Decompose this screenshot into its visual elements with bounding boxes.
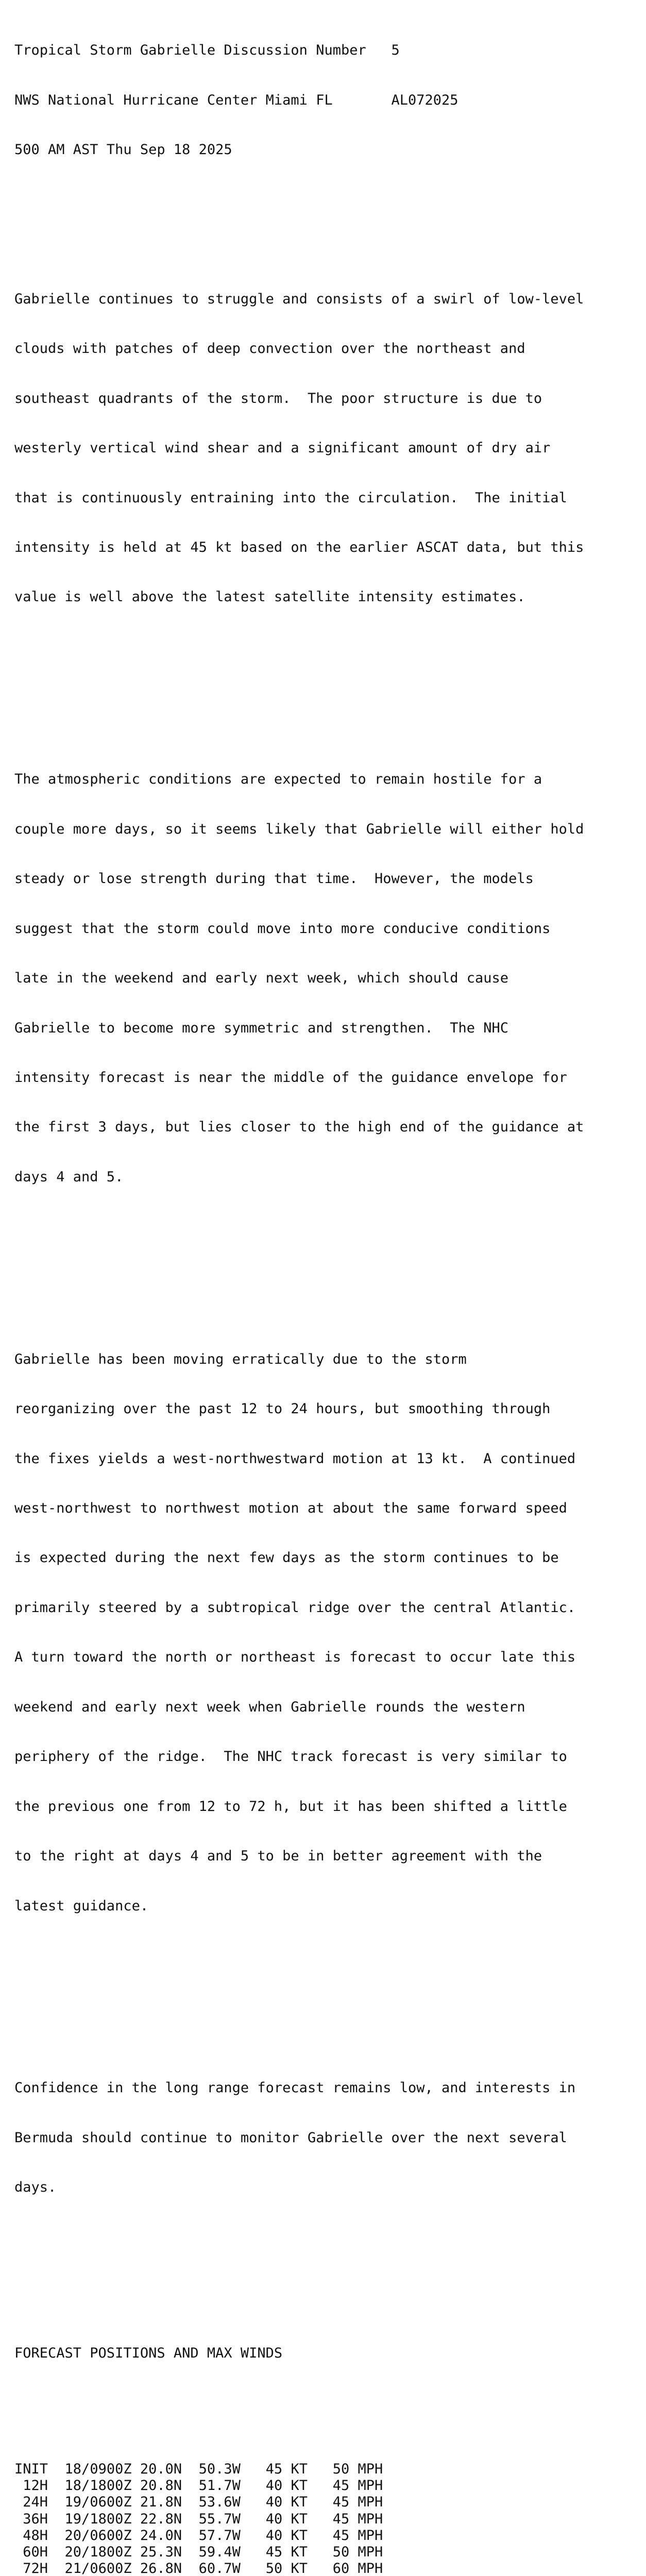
paragraph-line: Gabrielle continues to struggle and consists of a swirl of low-level bbox=[14, 291, 584, 307]
forecast-latitude: 24.0N bbox=[140, 2527, 182, 2544]
paragraph-line: steady or lose strength during that time. However, the models bbox=[14, 871, 534, 887]
paragraph-line: days. bbox=[14, 2179, 57, 2196]
forecast-time: 19/0600Z bbox=[64, 2494, 132, 2511]
forecast-longitude: 57.7W bbox=[198, 2527, 241, 2544]
spacer bbox=[14, 2262, 584, 2295]
discussion-paragraph bbox=[14, 738, 584, 1219]
header-title-line: Tropical Storm Gabrielle Discussion Number 5 bbox=[14, 42, 400, 59]
forecast-hour: INIT bbox=[14, 2461, 48, 2478]
paragraph-line: primarily steered by a subtropical ridge over the central Atlantic. bbox=[14, 1599, 576, 1616]
forecast-longitude: 50.3W bbox=[198, 2461, 241, 2478]
forecast-longitude: 51.7W bbox=[198, 2478, 241, 2494]
paragraph-line: reorganizing over the past 12 to 24 hours, but smoothing through bbox=[14, 1401, 551, 1417]
forecast-wind-kt: 45 KT bbox=[265, 2544, 308, 2560]
paragraph-line: Confidence in the long range forecast remains low, and interests in bbox=[14, 2080, 576, 2096]
forecast-latitude: 25.3N bbox=[140, 2544, 182, 2560]
forecast-time: 18/0900Z bbox=[64, 2461, 132, 2478]
discussion-paragraph bbox=[14, 2047, 584, 2229]
forecast-time: 20/1800Z bbox=[64, 2544, 132, 2560]
forecast-time: 21/0600Z bbox=[64, 2560, 132, 2576]
paragraph-line: latest guidance. bbox=[14, 1897, 149, 1914]
forecast-hour: 24H bbox=[14, 2494, 48, 2511]
paragraph-line: weekend and early next week when Gabrielle rounds the western bbox=[14, 1699, 525, 1715]
forecast-wind-kt: 40 KT bbox=[265, 2511, 308, 2527]
forecast-time: 20/0600Z bbox=[64, 2527, 132, 2544]
forecast-hour: 72H bbox=[14, 2560, 48, 2576]
header-office-line: NWS National Hurricane Center Miami FL AL072025 bbox=[14, 92, 458, 108]
forecast-latitude: 20.0N bbox=[140, 2461, 182, 2478]
forecast-row bbox=[14, 2528, 584, 2544]
discussion-document bbox=[14, 9, 584, 2576]
paragraph-line: that is continuously entraining into the circulation. The initial bbox=[14, 489, 567, 506]
paragraph-line: clouds with patches of deep convection over the northeast and bbox=[14, 341, 525, 357]
paragraph-line: the first 3 days, but lies closer to the high end of the guidance at bbox=[14, 1119, 584, 1136]
forecast-time: 18/1800Z bbox=[64, 2478, 132, 2494]
paragraph-line: intensity forecast is near the middle of the guidance envelope for bbox=[14, 1069, 567, 1086]
spacer bbox=[14, 1981, 584, 1997]
spacer bbox=[14, 2395, 584, 2411]
forecast-time: 19/1800Z bbox=[64, 2511, 132, 2527]
forecast-wind-kt: 45 KT bbox=[265, 2461, 308, 2478]
forecast-wind-kt: 40 KT bbox=[265, 2527, 308, 2544]
forecast-row bbox=[14, 2561, 584, 2576]
paragraph-line: the previous one from 12 to 72 h, but it has been shifted a little bbox=[14, 1798, 567, 1815]
paragraph-line: suggest that the storm could move into more conducive conditions bbox=[14, 920, 551, 937]
forecast-longitude: 60.7W bbox=[198, 2560, 241, 2576]
forecast-wind-kt: 50 KT bbox=[265, 2560, 308, 2576]
paragraph-line: days 4 and 5. bbox=[14, 1168, 124, 1185]
discussion-paragraph bbox=[14, 1318, 584, 1947]
forecast-wind-kt: 40 KT bbox=[265, 2478, 308, 2494]
paragraph-line: Gabrielle has been moving erratically due to the storm bbox=[14, 1351, 467, 1367]
forecast-longitude: 59.4W bbox=[198, 2544, 241, 2560]
spacer bbox=[14, 672, 584, 688]
paragraph-line: A turn toward the north or northeast is forecast to occur late this bbox=[14, 1649, 576, 1666]
paragraph-line: The atmospheric conditions are expected to remain hostile for a bbox=[14, 771, 542, 788]
paragraph-line: value is well above the latest satellite intensity estimates. bbox=[14, 589, 525, 605]
paragraph-line: couple more days, so it seems likely that Gabrielle will either hold bbox=[14, 821, 584, 837]
forecast-wind-mph: 45 MPH bbox=[332, 2478, 383, 2494]
forecast-row bbox=[14, 2494, 584, 2511]
forecast-wind-mph: 60 MPH bbox=[332, 2560, 383, 2576]
forecast-wind-mph: 45 MPH bbox=[332, 2527, 383, 2544]
forecast-wind-mph: 45 MPH bbox=[332, 2511, 383, 2527]
forecast-hour: 60H bbox=[14, 2544, 48, 2560]
forecast-wind-kt: 40 KT bbox=[265, 2494, 308, 2511]
forecast-row bbox=[14, 2461, 584, 2478]
forecast-title: FORECAST POSITIONS AND MAX WINDS bbox=[14, 2345, 283, 2361]
forecast-latitude: 26.8N bbox=[140, 2560, 182, 2576]
header-issuance-line: 500 AM AST Thu Sep 18 2025 bbox=[14, 142, 232, 158]
forecast-latitude: 20.8N bbox=[140, 2478, 182, 2494]
paragraph-line: periphery of the ridge. The NHC track forecast is very similar to bbox=[14, 1749, 567, 1765]
forecast-table bbox=[14, 2461, 584, 2576]
paragraph-line: Gabrielle to become more symmetric and strengthen. The NHC bbox=[14, 1020, 509, 1036]
paragraph-line: to the right at days 4 and 5 to be in better agreement with the bbox=[14, 1848, 542, 1865]
forecast-longitude: 53.6W bbox=[198, 2494, 241, 2511]
forecast-latitude: 22.8N bbox=[140, 2511, 182, 2527]
forecast-longitude: 55.7W bbox=[198, 2511, 241, 2527]
forecast-latitude: 21.8N bbox=[140, 2494, 182, 2511]
paragraph-line: the fixes yields a west-northwestward motion at 13 kt. A continued bbox=[14, 1450, 576, 1467]
forecast-hour: 48H bbox=[14, 2527, 48, 2544]
forecast-row bbox=[14, 2478, 584, 2494]
forecast-hour: 12H bbox=[14, 2478, 48, 2494]
forecast-row bbox=[14, 2544, 584, 2561]
paragraph-line: west-northwest to northwest motion at about the same forward speed bbox=[14, 1500, 567, 1517]
forecast-wind-mph: 50 MPH bbox=[332, 2461, 383, 2478]
paragraph-line: is expected during the next few days as the storm continues to be bbox=[14, 1550, 559, 1566]
spacer bbox=[14, 192, 584, 208]
forecast-wind-mph: 45 MPH bbox=[332, 2494, 383, 2511]
paragraph-line: late in the weekend and early next week, which should cause bbox=[14, 970, 509, 987]
forecast-row bbox=[14, 2511, 584, 2528]
paragraph-line: westerly vertical wind shear and a significant amount of dry air bbox=[14, 440, 551, 456]
forecast-wind-mph: 50 MPH bbox=[332, 2544, 383, 2560]
discussion-paragraph bbox=[14, 258, 584, 639]
spacer bbox=[14, 1252, 584, 1268]
paragraph-line: southeast quadrants of the storm. The poor structure is due to bbox=[14, 390, 542, 406]
paragraph-line: intensity is held at 45 kt based on the earlier ASCAT data, but this bbox=[14, 539, 584, 555]
forecast-hour: 36H bbox=[14, 2511, 48, 2527]
paragraph-line: Bermuda should continue to monitor Gabrielle over the next several bbox=[14, 2129, 567, 2146]
